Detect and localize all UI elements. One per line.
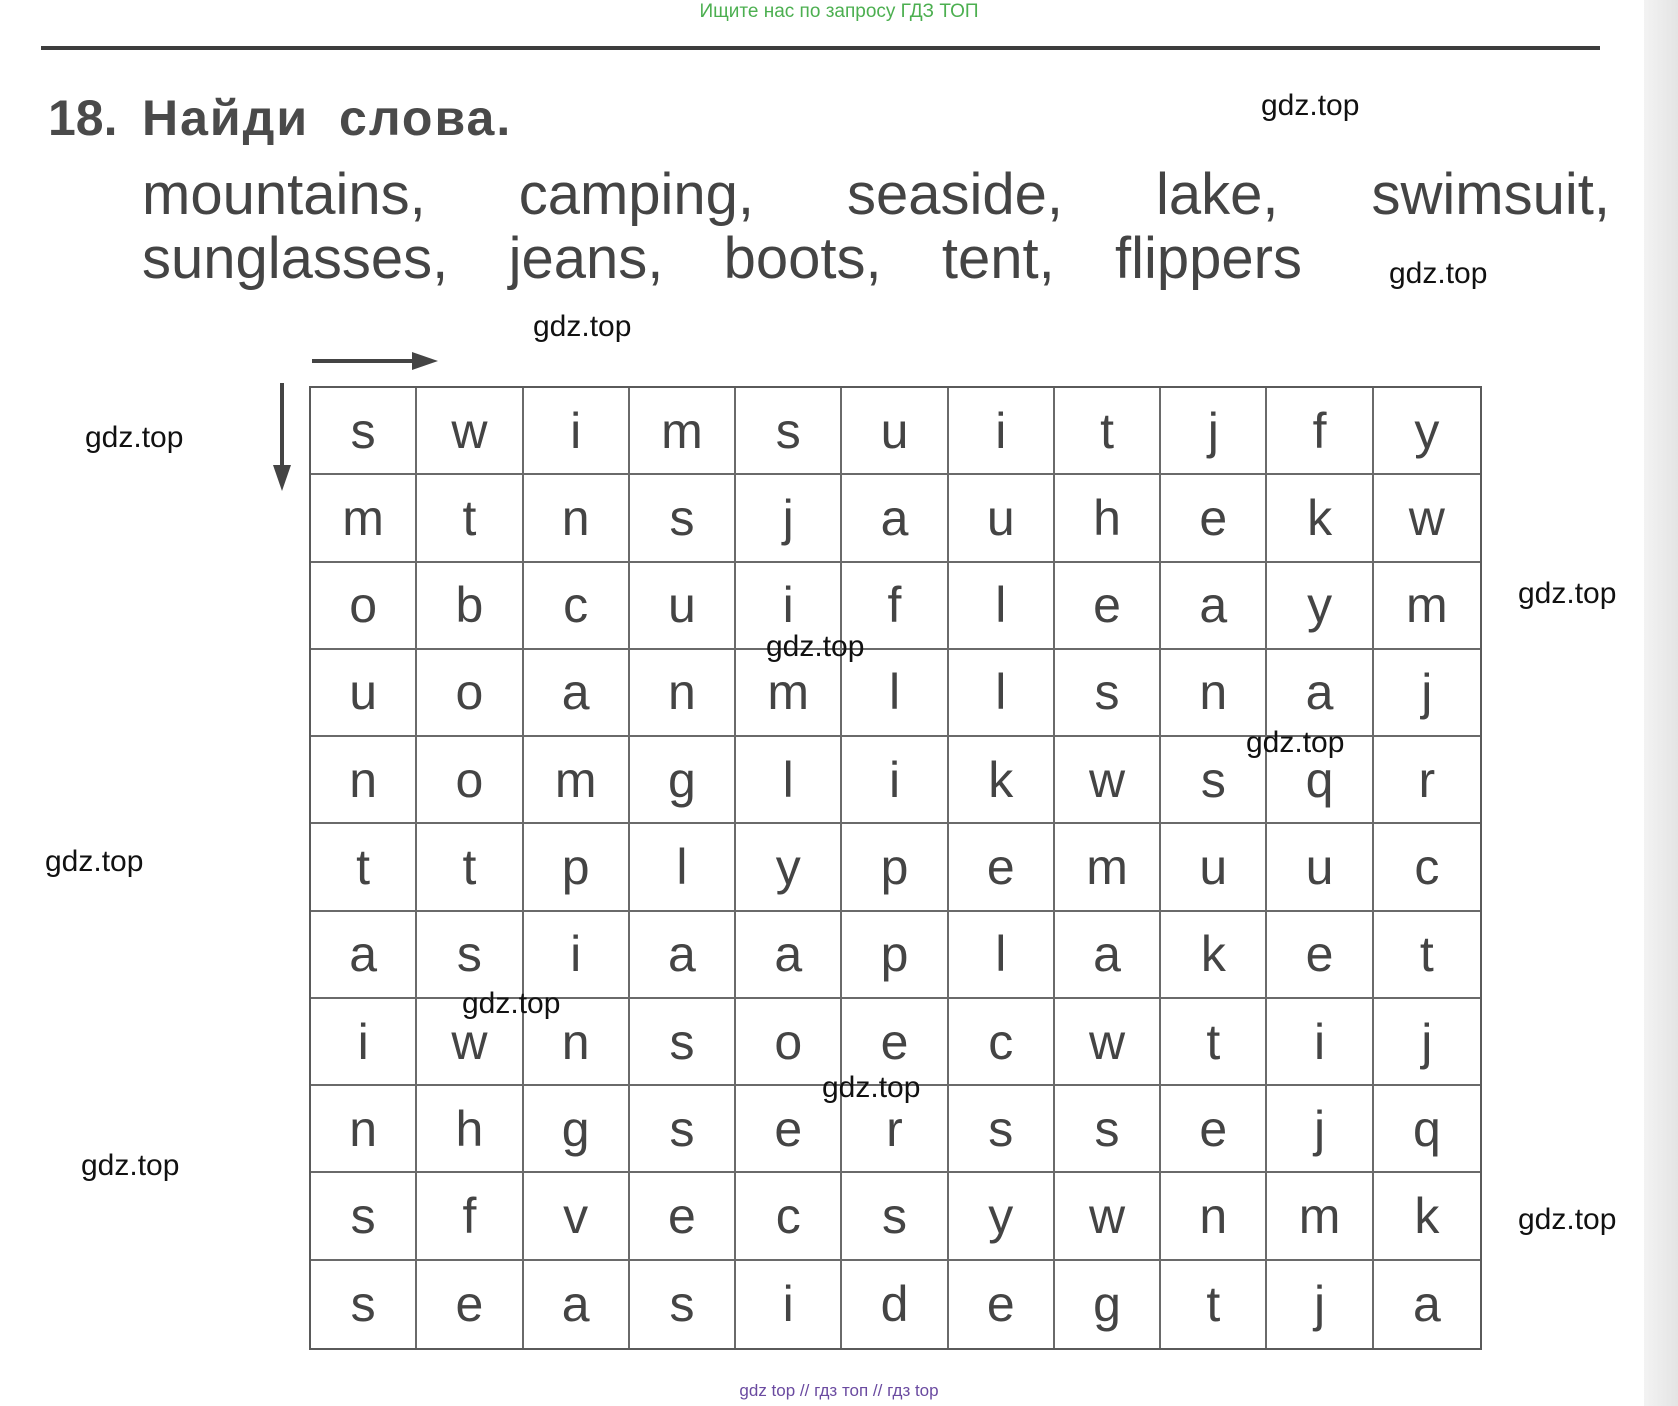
watermark: gdz.top [81, 1149, 180, 1182]
grid-cell: n [524, 475, 630, 562]
grid-cell: s [630, 475, 736, 562]
grid-cell: j [1374, 650, 1480, 737]
grid-cell: f [842, 563, 948, 650]
grid-cell: s [842, 1173, 948, 1260]
grid-cell: e [630, 1173, 736, 1260]
word-item: seaside, [847, 162, 1064, 227]
exercise-title: Найди слова. [142, 90, 513, 146]
grid-cell: t [417, 475, 523, 562]
word-item: sunglasses, [142, 226, 449, 291]
grid-cell: e [949, 824, 1055, 911]
grid-cell: c [949, 999, 1055, 1086]
grid-cell: a [311, 912, 417, 999]
grid-cell: e [417, 1261, 523, 1348]
grid-cell: w [1055, 999, 1161, 1086]
arrow-down-icon [271, 383, 293, 491]
grid-cell: w [417, 999, 523, 1086]
grid-cell: g [524, 1086, 630, 1173]
page-edge-shadow [1644, 0, 1678, 1406]
grid-cell: n [1161, 650, 1267, 737]
grid-cell: m [630, 388, 736, 475]
grid-cell: s [311, 388, 417, 475]
grid-cell: s [311, 1173, 417, 1260]
grid-cell: i [736, 563, 842, 650]
grid-cell: y [949, 1173, 1055, 1260]
grid-cell: u [630, 563, 736, 650]
grid-cell: w [1055, 1173, 1161, 1260]
word-item: boots, [723, 226, 882, 291]
grid-cell: m [1055, 824, 1161, 911]
grid-cell: s [630, 999, 736, 1086]
grid-cell: q [1374, 1086, 1480, 1173]
footer-note: gdz top // гдз топ // гдз top [739, 1381, 939, 1400]
grid-cell: a [630, 912, 736, 999]
grid-cell: k [1267, 475, 1373, 562]
grid-cell: i [949, 388, 1055, 475]
grid-cell: n [311, 1086, 417, 1173]
grid-cell: j [1161, 388, 1267, 475]
grid-cell: h [417, 1086, 523, 1173]
grid-cell: a [1055, 912, 1161, 999]
grid-cell: l [842, 650, 948, 737]
grid-cell: k [949, 737, 1055, 824]
grid-cell: v [524, 1173, 630, 1260]
grid-cell: o [417, 737, 523, 824]
grid-cell: e [1161, 475, 1267, 562]
grid-cell: u [1161, 824, 1267, 911]
grid-cell: l [630, 824, 736, 911]
word-item: tent, [941, 226, 1055, 291]
grid-cell: s [417, 912, 523, 999]
grid-cell: u [949, 475, 1055, 562]
watermark: gdz.top [1261, 89, 1360, 122]
grid-cell: t [1374, 912, 1480, 999]
grid-cell: y [1374, 388, 1480, 475]
grid-cell: h [1055, 475, 1161, 562]
grid-cell: i [736, 1261, 842, 1348]
watermark: gdz.top [45, 845, 144, 878]
grid-cell: j [1267, 1086, 1373, 1173]
grid-cell: c [1374, 824, 1480, 911]
grid-cell: a [736, 912, 842, 999]
header-divider [41, 46, 1600, 50]
grid-cell: t [311, 824, 417, 911]
grid-cell: s [736, 388, 842, 475]
grid-cell: e [949, 1261, 1055, 1348]
grid-cell: e [1055, 563, 1161, 650]
grid-cell: i [1267, 999, 1373, 1086]
grid-cell: t [1161, 1261, 1267, 1348]
grid-cell: n [311, 737, 417, 824]
grid-cell: e [1267, 912, 1373, 999]
grid-cell: w [1055, 737, 1161, 824]
grid-cell: m [524, 737, 630, 824]
word-list-line-1 [142, 163, 1610, 227]
grid-cell: s [1055, 650, 1161, 737]
grid-cell: e [842, 999, 948, 1086]
word-search-grid [309, 386, 1482, 1350]
grid-cell: l [949, 912, 1055, 999]
grid-cell: n [524, 999, 630, 1086]
word-item: swimsuit, [1371, 162, 1610, 227]
grid-cell: f [417, 1173, 523, 1260]
grid-cell: a [1412, 1276, 1441, 1333]
grid-cell: j [736, 475, 842, 562]
watermark: gdz.top [462, 987, 561, 1020]
grid-cell: y [1267, 563, 1373, 650]
exercise-number: 18. [48, 90, 118, 146]
grid-cell: o [311, 563, 417, 650]
grid-cell: b [417, 563, 523, 650]
grid-cell: p [842, 912, 948, 999]
grid-cell: s [1161, 737, 1267, 824]
word-item: mountains, [142, 162, 426, 227]
grid-cell: i [524, 388, 630, 475]
grid-cell: j [1374, 999, 1480, 1086]
word-item: flippers [1115, 226, 1302, 291]
word-item: camping, [518, 162, 755, 227]
grid-cell: s [630, 1261, 736, 1348]
grid-cell: k [1374, 1173, 1480, 1260]
grid-cell: f [1267, 388, 1373, 475]
grid-cell: a [524, 650, 630, 737]
grid-cell: s [1055, 1086, 1161, 1173]
grid-cell: p [842, 824, 948, 911]
watermark: gdz.top [85, 421, 184, 454]
grid-cell: l [949, 563, 1055, 650]
grid-cell: a [524, 1261, 630, 1348]
grid-cell: a [842, 475, 948, 562]
watermark: gdz.top [1518, 577, 1617, 610]
grid-cell: k [1161, 912, 1267, 999]
grid-cell: m [736, 650, 842, 737]
grid-cell: i [842, 737, 948, 824]
grid-cell: o [417, 650, 523, 737]
watermark: gdz.top [822, 1071, 921, 1104]
search-hint: Ищите нас по запросу ГДЗ ТОП [699, 1, 979, 22]
grid-cell: l [736, 737, 842, 824]
grid-cell: u [1267, 824, 1373, 911]
grid-cell: s [949, 1086, 1055, 1173]
grid-cell: t [1055, 388, 1161, 475]
grid-cell: o [736, 999, 842, 1086]
grid-cell: i [524, 912, 630, 999]
grid-cell: u [842, 388, 948, 475]
word-item: lake, [1156, 162, 1279, 227]
arrow-right-icon [312, 350, 438, 372]
grid-cell: e [736, 1086, 842, 1173]
grid-cell: t [417, 824, 523, 911]
watermark: gdz.top [1389, 257, 1488, 290]
grid-cell: m [311, 475, 417, 562]
grid-cell: c [524, 563, 630, 650]
watermark: gdz.top [766, 630, 865, 663]
watermark: gdz.top [1518, 1203, 1617, 1236]
grid-cell: a [1161, 563, 1267, 650]
grid-cell: i [311, 999, 417, 1086]
grid-cell: d [842, 1261, 948, 1348]
grid-cell: s [630, 1086, 736, 1173]
grid-cell: t [1161, 999, 1267, 1086]
watermark: gdz.top [1246, 726, 1345, 759]
grid-cell: r [1374, 737, 1480, 824]
grid-cell: g [630, 737, 736, 824]
word-list-line-2 [142, 227, 1302, 291]
grid-cell: j [1267, 1261, 1373, 1348]
word-item: jeans, [508, 226, 664, 291]
grid-cell: a [1267, 650, 1373, 737]
grid-cell: r [842, 1086, 948, 1173]
grid-cell: e [1161, 1086, 1267, 1173]
grid-cell: p [524, 824, 630, 911]
grid-cell: q [1267, 737, 1373, 824]
grid-cell: n [630, 650, 736, 737]
watermark: gdz.top [533, 310, 632, 343]
grid-cell: y [736, 824, 842, 911]
grid-cell: c [736, 1173, 842, 1260]
grid-cell: m [1374, 563, 1480, 650]
grid-cell: l [949, 650, 1055, 737]
grid-cell: g [1055, 1261, 1161, 1348]
grid-cell: w [1374, 475, 1480, 562]
grid-cell: n [1161, 1173, 1267, 1260]
grid-cell: m [1267, 1173, 1373, 1260]
grid-cell: u [311, 650, 417, 737]
grid-cell: w [417, 388, 523, 475]
grid-cell: s [311, 1261, 417, 1348]
